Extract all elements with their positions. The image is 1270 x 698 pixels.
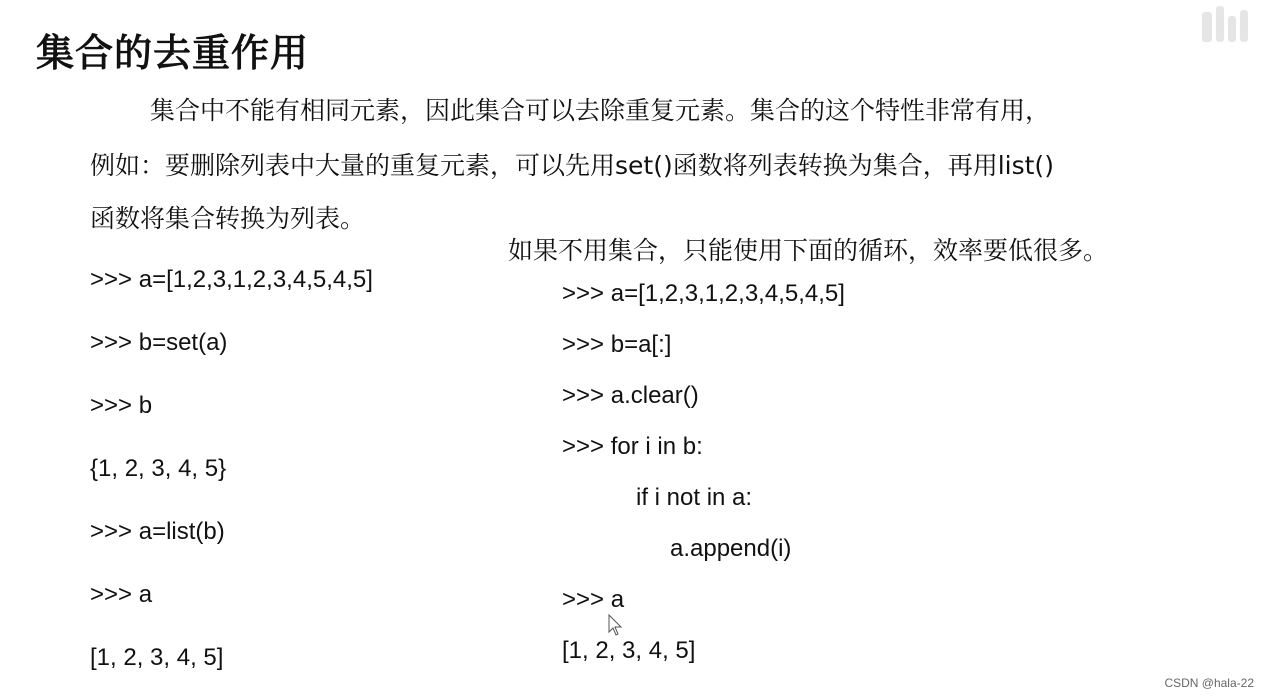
paragraph-line-3: 函数将集合转换为列表。 [90, 204, 366, 233]
left-code-line: [1, 2, 3, 4, 5] [90, 644, 224, 671]
paragraph-line-1: 集合中不能有相同元素，因此集合可以去除重复元素。集合的这个特性非常有用， [150, 96, 1051, 125]
right-code-line: >>> a=[1,2,3,1,2,3,4,5,4,5] [562, 280, 845, 307]
left-code-line: >>> a=list(b) [90, 518, 225, 545]
right-code-line: a.append(i) [670, 535, 792, 562]
right-code-line: >>> b=a[:] [562, 331, 672, 358]
note-text: 如果不用集合，只能使用下面的循环，效率要低很多。 [508, 236, 1109, 265]
left-code-line: >>> a=[1,2,3,1,2,3,4,5,4,5] [90, 266, 373, 293]
logo-watermark-icon [1196, 2, 1256, 48]
left-code-line: {1, 2, 3, 4, 5} [90, 455, 227, 482]
right-code-line: >>> for i in b: [562, 433, 703, 460]
slide-title: 集合的去重作用 [36, 31, 310, 75]
right-code-line: >>> a.clear() [562, 382, 699, 409]
right-code-line: >>> a [562, 586, 625, 613]
left-code-line: >>> b [90, 392, 153, 419]
right-code-line: [1, 2, 3, 4, 5] [562, 637, 696, 664]
watermark-text: CSDN @hala-22 [1164, 676, 1254, 690]
paragraph-line-2: 例如：要删除列表中大量的重复元素，可以先用set()函数将列表转换为集合，再用list() [90, 151, 1054, 180]
left-code-line: >>> b=set(a) [90, 329, 228, 356]
right-code-line: if i not in a: [636, 484, 753, 511]
mouse-cursor-icon [608, 614, 624, 638]
left-code-line: >>> a [90, 581, 153, 608]
